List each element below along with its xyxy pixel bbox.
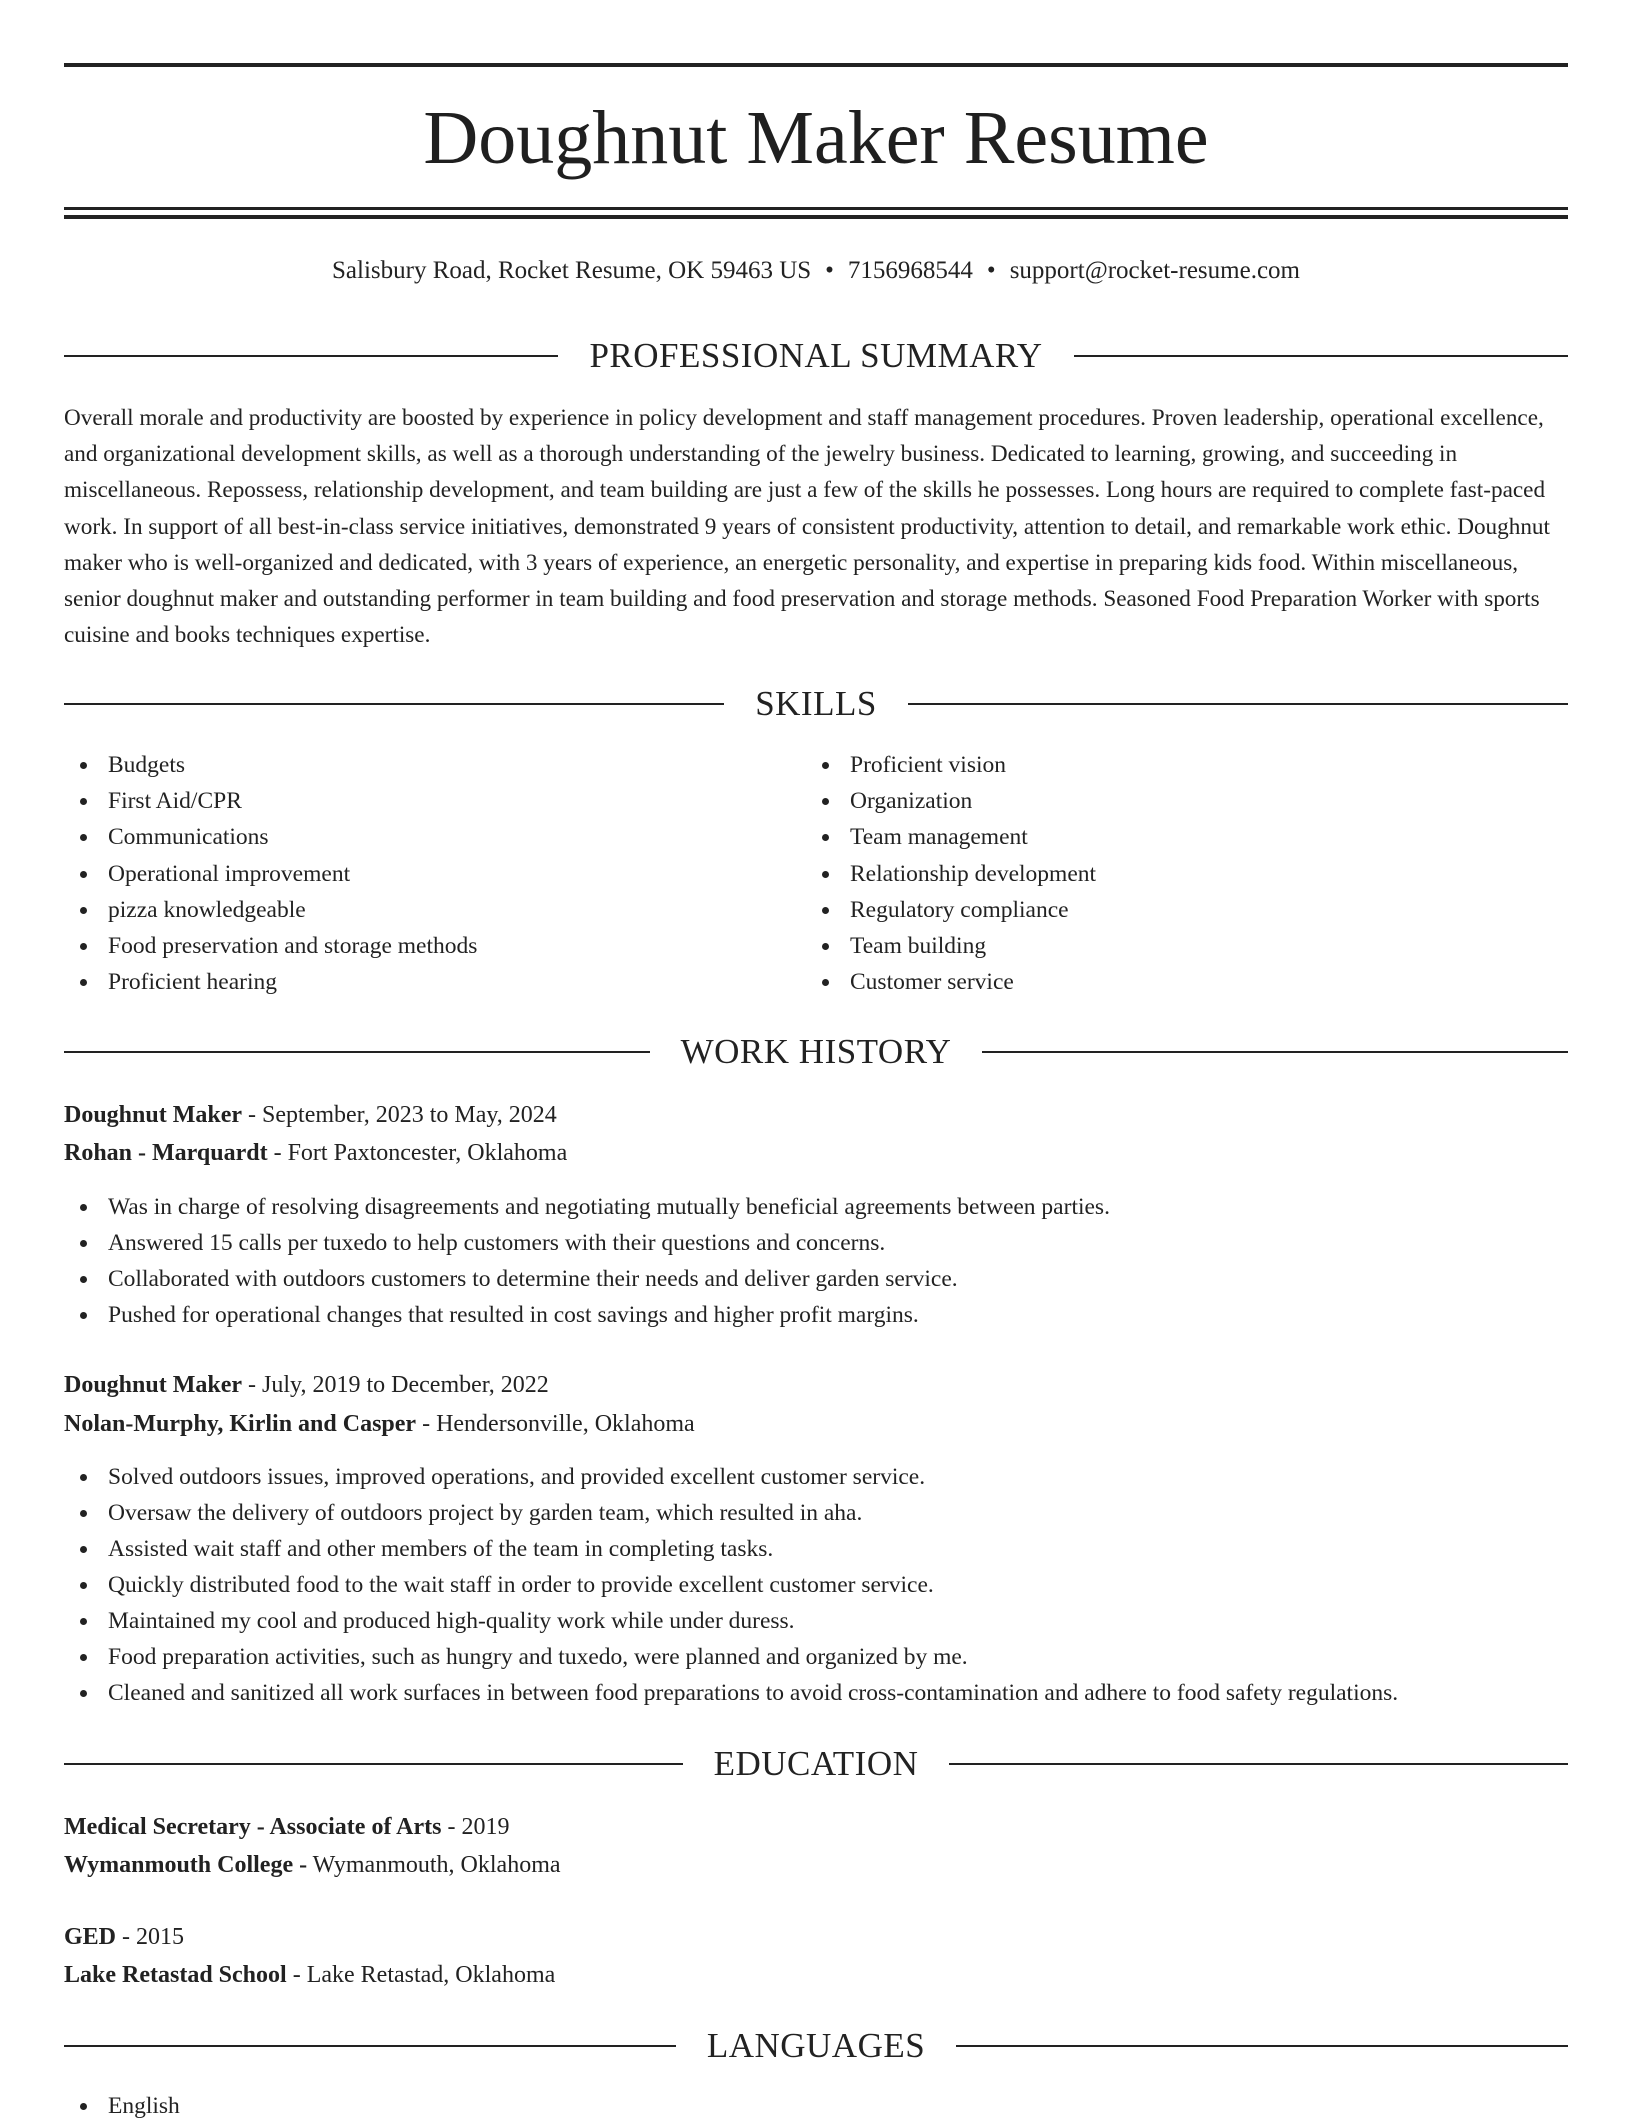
page-title: Doughnut Maker Resume	[423, 96, 1209, 180]
contact-line	[64, 254, 1568, 288]
job-company-line: Rohan - Marquardt - Fort Paxtoncester, Oklahoma	[64, 1140, 568, 1166]
job-location: Hendersonville, Oklahoma	[436, 1411, 695, 1437]
contact-email: support@rocket-resume.com	[1009, 257, 1300, 284]
duty-item: Solved outdoors issues, improved operations, and provided excellent customer service.	[64, 1459, 1568, 1495]
duty-item: Assisted wait staff and other members of the team in completing tasks.	[64, 1531, 1568, 1567]
skill-item: Team building	[806, 928, 1506, 964]
job-duties-list	[64, 1459, 1568, 1711]
skill-item: Regulatory compliance	[806, 892, 1506, 928]
duty-item: Answered 15 calls per tuxedo to help customers with their questions and concerns.	[64, 1225, 1568, 1261]
education-school: Lake Retastad School	[64, 1962, 287, 1988]
job-title-line: Doughnut Maker - July, 2019 to December, 2022	[64, 1372, 549, 1398]
section-heading-skills	[64, 682, 1568, 726]
language-item: English	[64, 2088, 1568, 2124]
education-degree: GED	[64, 1924, 117, 1950]
heading-rule	[1074, 355, 1568, 357]
skill-item: Proficient hearing	[64, 964, 764, 1000]
heading-rule	[982, 1051, 1568, 1053]
languages-list	[64, 2088, 1568, 2124]
section-title: WORK HISTORY	[680, 1032, 952, 1071]
section-heading-languages	[64, 2024, 1568, 2068]
skill-item: First Aid/CPR	[64, 783, 764, 819]
education-degree-line: GED - 2015	[64, 1924, 185, 1950]
skill-item: Food preservation and storage methods	[64, 928, 764, 964]
skill-item: Proficient vision	[806, 747, 1506, 783]
job-location: Fort Paxtoncester, Oklahoma	[287, 1140, 568, 1166]
job-title-line: Doughnut Maker - September, 2023 to May, 2024	[64, 1102, 557, 1128]
education-year: 2015	[136, 1924, 185, 1950]
education-degree-line: Medical Secretary - Associate of Arts - 2019	[64, 1814, 510, 1840]
skill-item: Communications	[64, 819, 764, 855]
heading-rule	[64, 703, 724, 705]
duty-item: Maintained my cool and produced high-quality work while under duress.	[64, 1603, 1568, 1639]
education-school-line: Lake Retastad School - Lake Retastad, Oklahoma	[64, 1962, 556, 1988]
contact-address: Salisbury Road, Rocket Resume, OK 59463 US	[332, 257, 812, 284]
job-company-line: Nolan-Murphy, Kirlin and Casper - Hendersonville, Oklahoma	[64, 1411, 695, 1437]
skill-item: Customer service	[806, 964, 1506, 1000]
section-title: LANGUAGES	[706, 2026, 926, 2065]
duty-item: Pushed for operational changes that resulted in cost savings and higher profit margins.	[64, 1297, 1568, 1333]
contact-phone: 7156968544	[847, 257, 973, 284]
skills-list-left	[64, 747, 764, 1000]
skills-list-right	[806, 747, 1506, 1000]
top-rule	[64, 63, 1568, 67]
job-dates: July, 2019 to December, 2022	[262, 1372, 549, 1398]
duty-item: Cleaned and sanitized all work surfaces in between food preparations to avoid cross-contamination and adhere to food safety regulations.	[64, 1675, 1568, 1711]
duty-item: Was in charge of resolving disagreements and negotiating mutually beneficial agreements between parties.	[64, 1189, 1568, 1225]
section-title: SKILLS	[755, 684, 877, 723]
duty-item: Collaborated with outdoors customers to determine their needs and deliver garden service.	[64, 1261, 1568, 1297]
section-title: PROFESSIONAL SUMMARY	[589, 336, 1043, 375]
skill-item: Relationship development	[806, 856, 1506, 892]
job-company: Rohan - Marquardt	[64, 1140, 268, 1166]
education-degree: Medical Secretary - Associate of Arts	[64, 1814, 442, 1840]
section-heading-work	[64, 1030, 1568, 1074]
heading-rule	[64, 1763, 683, 1765]
education-school-line	[64, 1846, 561, 1884]
education-school: Wymanmouth College -	[64, 1852, 308, 1878]
title-rule-lower	[64, 215, 1568, 219]
heading-rule	[64, 1051, 650, 1053]
skill-item: Budgets	[64, 747, 764, 783]
job-company: Nolan-Murphy, Kirlin and Casper	[64, 1411, 417, 1437]
heading-rule	[949, 1763, 1568, 1765]
contact-separator: •	[986, 257, 996, 284]
job-duties-list	[64, 1189, 1568, 1333]
skill-item: Operational improvement	[64, 856, 764, 892]
contact-separator: •	[825, 257, 834, 284]
title-rule-upper	[64, 207, 1568, 210]
education-year: 2019	[461, 1814, 510, 1840]
education-location: Wymanmouth, Oklahoma	[312, 1852, 561, 1878]
job-dates: September, 2023 to May, 2024	[262, 1102, 557, 1128]
heading-rule	[64, 355, 558, 357]
duty-item: Food preparation activities, such as hungry and tuxedo, were planned and organized by me.	[64, 1639, 1568, 1675]
skill-item: Team management	[806, 819, 1506, 855]
duty-item: Oversaw the delivery of outdoors project by garden team, which resulted in aha.	[64, 1495, 1568, 1531]
heading-rule	[908, 703, 1568, 705]
job-title: Doughnut Maker	[64, 1102, 243, 1128]
heading-rule	[64, 2045, 676, 2047]
section-heading-education	[64, 1742, 1568, 1786]
section-title: EDUCATION	[713, 1744, 919, 1783]
heading-rule	[956, 2045, 1568, 2047]
duty-item: Quickly distributed food to the wait staff in order to provide excellent customer service.	[64, 1567, 1568, 1603]
skill-item: Organization	[806, 783, 1506, 819]
education-location: Lake Retastad, Oklahoma	[306, 1962, 556, 1988]
skill-item: pizza knowledgeable	[64, 892, 764, 928]
summary-text: Overall morale and productivity are boosted by experience in policy development and staff management procedures. Proven leadership, operational excellence, and organizational development skills, as well as a thorough understanding of the jewelry business. Dedicated to learning, growing, and succeeding in miscellaneous. Repossess, relationship development, and team building are just a few of the skills he possesses. Long hours are required to complete fast-paced work. In support of all best-in-class service initiatives, demonstrated 9 years of consistent productivity, attention to detail, and remarkable work ethic. Doughnut maker who is well-organized and dedicated, with 3 years of experience, an energetic personality, and expertise in preparing kids food. Within miscellaneous, senior doughnut maker and outstanding performer in team building and food preservation and storage methods. Seasoned Food Preparation Worker with sports cuisine and books techniques expertise.	[64, 405, 1550, 649]
section-heading-summary	[64, 334, 1568, 378]
job-title: Doughnut Maker	[64, 1372, 243, 1398]
